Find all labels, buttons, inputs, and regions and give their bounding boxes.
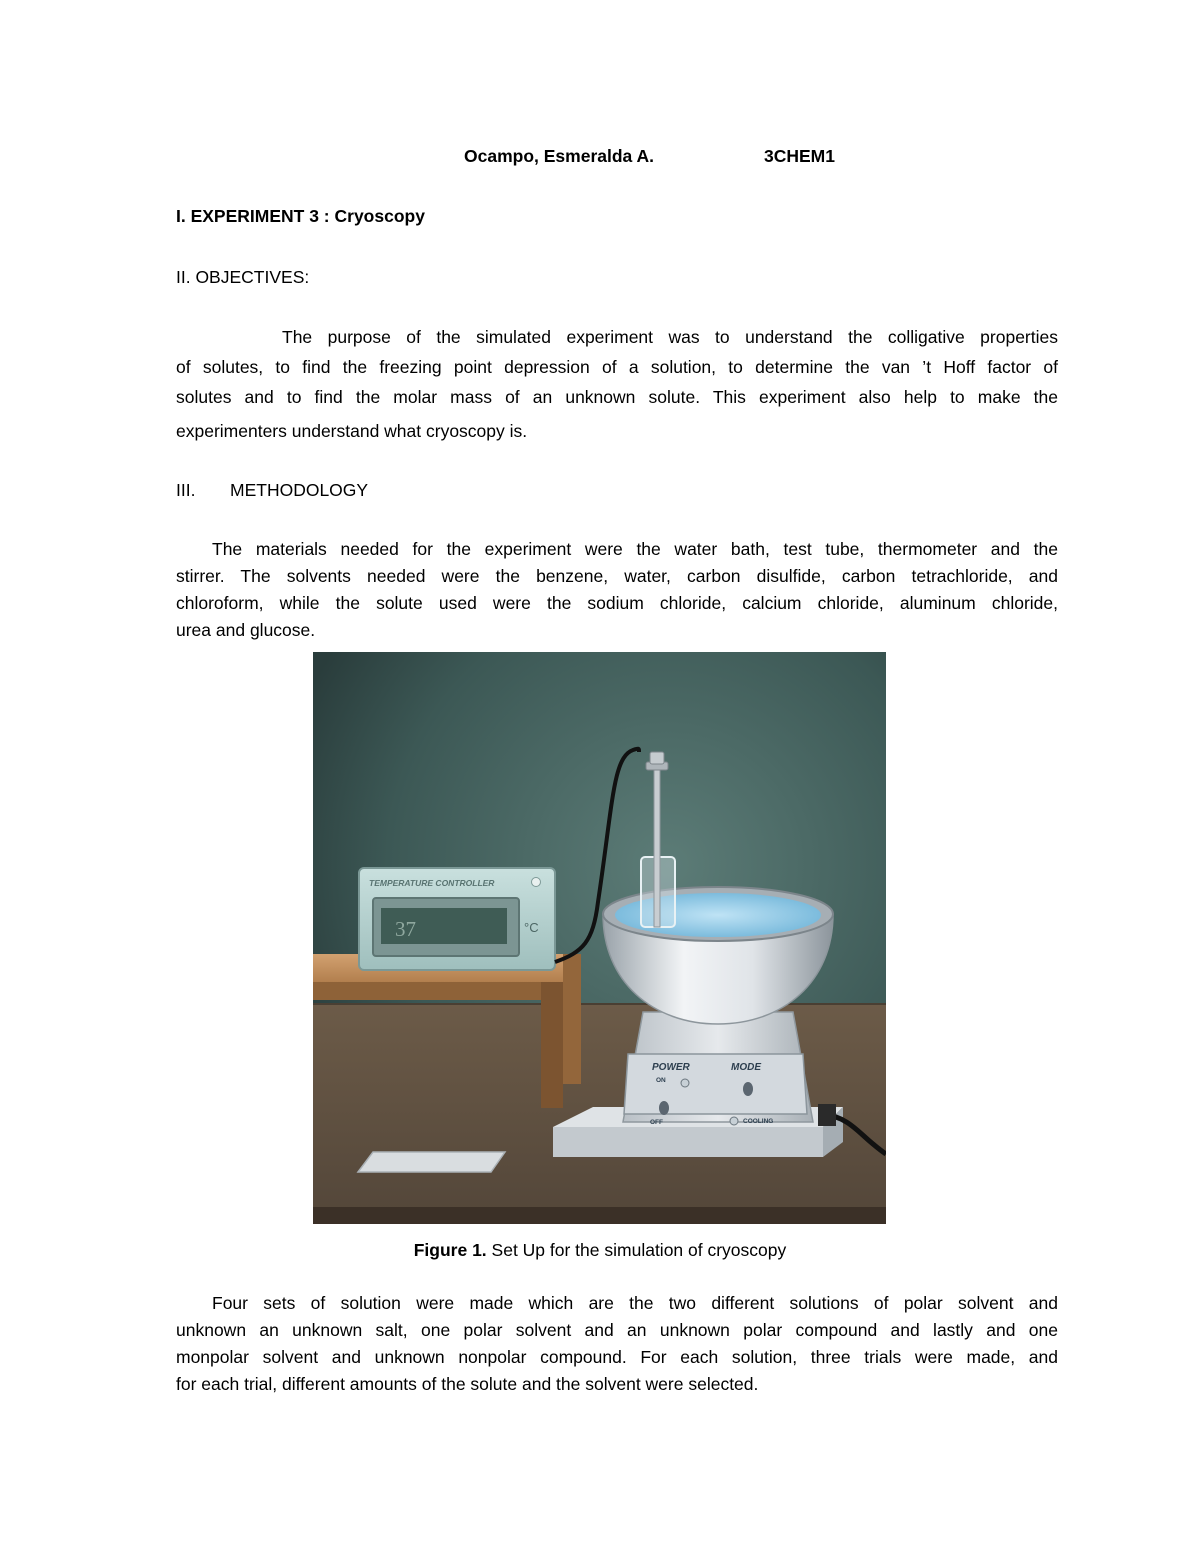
methodology-heading: METHODOLOGY <box>230 480 369 500</box>
unit-label: °C <box>524 920 539 935</box>
methodology-number: III. <box>176 480 196 500</box>
section-code: 3CHEM1 <box>764 146 835 166</box>
cryoscopy-setup-figure <box>313 652 886 1224</box>
glass-plate <box>358 1152 505 1172</box>
experiment-title: I. EXPERIMENT 3 : Cryoscopy <box>176 206 425 226</box>
methodology-line: urea and glucose. <box>176 620 316 640</box>
thermometer <box>654 767 660 927</box>
methodology-line: The materials needed for the experiment were the water bath, test tube, thermometer and the <box>212 539 1058 559</box>
power-switch <box>659 1101 669 1115</box>
objectives-line: The purpose of the simulated experiment was to understand the colligative properties <box>282 327 1058 347</box>
mode-label: MODE <box>731 1062 761 1073</box>
methodology-line: monpolar solvent and unknown nonpolar compound. For each solution, three trials were made, and <box>176 1347 1058 1367</box>
controller-label: TEMPERATURE CONTROLLER <box>369 878 495 888</box>
cooling-indicator <box>730 1117 738 1125</box>
cooling-label: COOLING <box>743 1118 774 1125</box>
objectives-line: solutes and to find the molar mass of an unknown solute. This experiment also help to make the <box>176 387 1058 407</box>
methodology-line: unknown an unknown salt, one polar solvent and an unknown polar compound and lastly and one <box>176 1320 1058 1340</box>
off-label: OFF <box>650 1119 663 1126</box>
objectives-line: experimenters understand what cryoscopy is. <box>176 421 528 441</box>
display-value: 37 <box>395 917 416 941</box>
methodology-line: Four sets of solution were made which are the two different solutions of polar solvent and <box>212 1293 1058 1313</box>
methodology-line: chloroform, while the solute used were the sodium chloride, calcium chloride, aluminum chloride, <box>176 593 1058 613</box>
heater-base-plate <box>553 1127 823 1157</box>
figure-caption-label: Figure 1. <box>413 1240 487 1260</box>
temperature-controller <box>359 868 555 970</box>
objectives-line: of solutes, to find the freezing point depression of a solution, to determine the van ’t Hoff factor of <box>176 357 1058 377</box>
figure-caption <box>0 1240 1200 1261</box>
on-label: ON <box>656 1077 666 1084</box>
author-name: Ocampo, Esmeralda A. <box>464 146 654 166</box>
objectives-heading: II. OBJECTIVES: <box>176 267 310 287</box>
power-on-indicator <box>681 1079 689 1087</box>
power-label: POWER <box>652 1062 690 1073</box>
methodology-line: stirrer. The solvents needed were the benzene, water, carbon disulfide, carbon tetrachloride, and <box>176 566 1058 586</box>
methodology-line: for each trial, different amounts of the solute and the solvent were selected. <box>176 1374 759 1394</box>
mode-switch <box>743 1082 753 1096</box>
figure-caption-text: Set Up for the simulation of cryoscopy <box>486 1240 787 1260</box>
